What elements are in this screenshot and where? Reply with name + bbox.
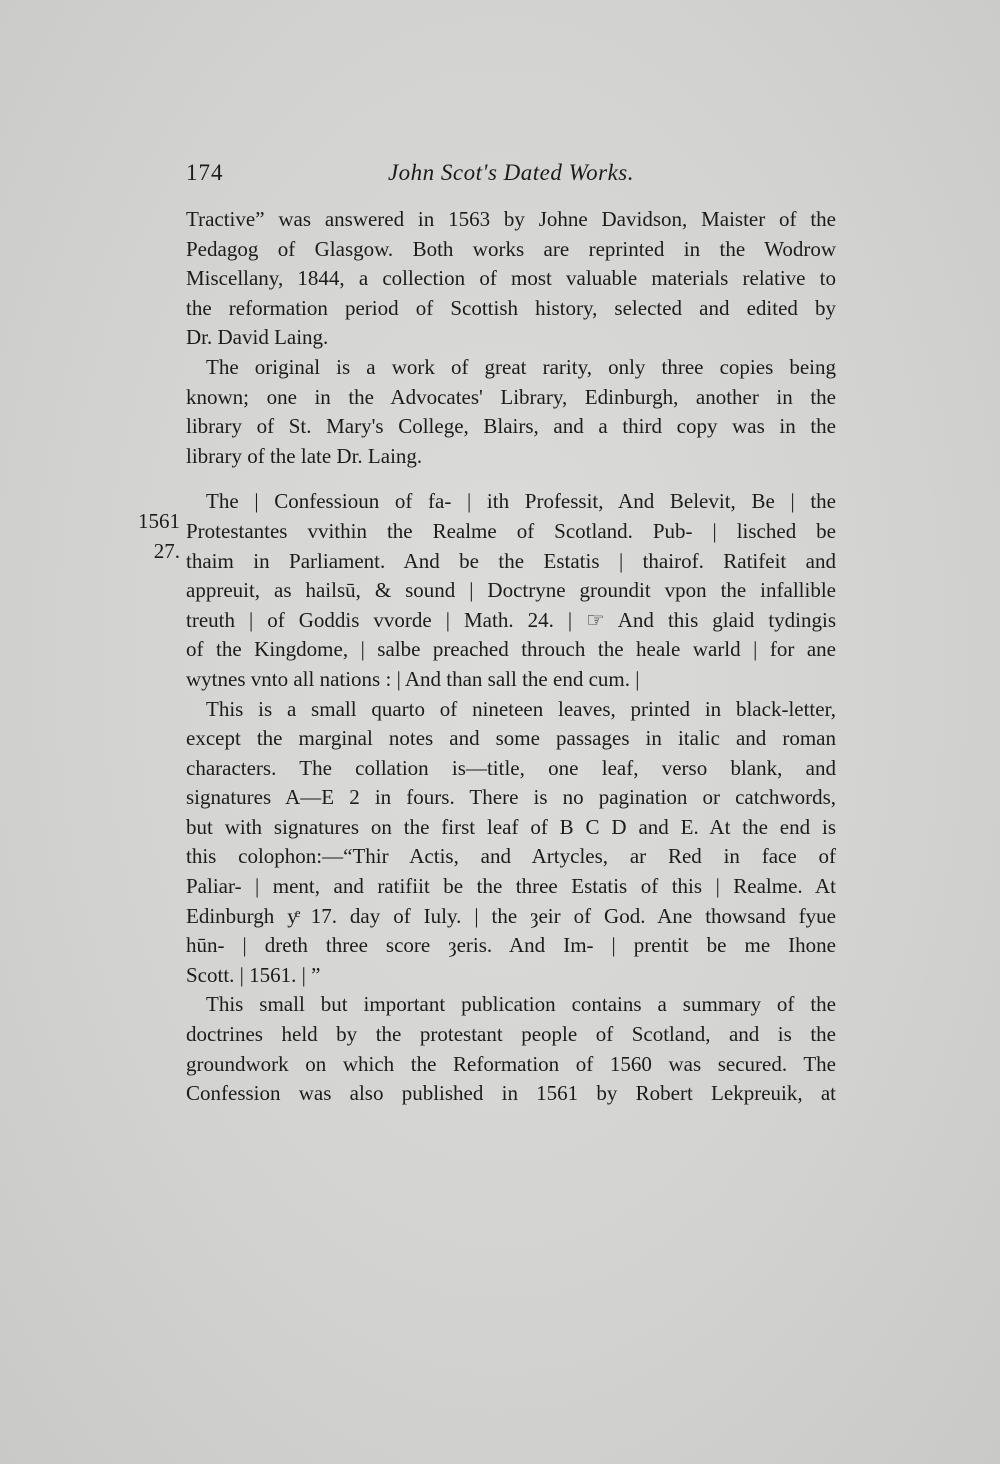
text-line: Protestantes vvithin the Realme of Scotland. Pub- | lisched be	[186, 518, 836, 543]
text-line: groundwork on which the Reformation of 1560 was secured. The	[186, 1051, 836, 1076]
body-text	[186, 205, 836, 1109]
text-line: Dr. David Laing.	[186, 325, 329, 350]
paragraph-gap	[186, 471, 836, 487]
text-line: the reformation period of Scottish history, selected and edited by	[186, 295, 836, 320]
text-line: this colophon:—“Thir Actis, and Artycles, ar Red in face of	[186, 844, 836, 869]
text-line: except the marginal notes and some passages in italic and roman	[186, 726, 836, 751]
text-line: Confession was also published in 1561 by Robert Lekpreuik, at	[186, 1081, 836, 1106]
page-number: 174	[186, 160, 224, 185]
text-line: library of the late Dr. Laing.	[186, 443, 423, 468]
paragraph	[186, 487, 836, 694]
text-line: signatures A—E 2 in fours. There is no pagination or catchwords,	[186, 785, 836, 810]
text-line: known; one in the Advocates' Library, Edinburgh, another in the	[186, 384, 836, 409]
text-line: wytnes vnto all nations : | And than sall the end cum. |	[186, 666, 640, 691]
text-line: The | Confessioun of fa- | ith Professit, And Belevit, Be | the	[206, 489, 836, 514]
text-line: Scott. | 1561. | ”	[186, 962, 321, 987]
text-line: Tractive” was answered in 1563 by Johne Davidson, Maister of the	[186, 207, 836, 231]
text-line: hūn- | dreth three score ȝeris. And Im- | prentit be me Ihone	[186, 933, 836, 958]
text-line: This small but important publication contains a summary of the	[206, 992, 836, 1017]
text-line: thaim in Parliament. And be the Estatis | thairof. Ratifeit and	[186, 548, 836, 573]
text-line: appreuit, as hailsū, & sound | Doctryne groundit vpon the infallible	[186, 578, 836, 603]
text-line: Edinburgh yͤ 17. day of Iuly. | the ȝeir of God. Ane thowsand fyue	[186, 903, 836, 928]
text-line: Pedagog of Glasgow. Both works are reprinted in the Wodrow	[186, 236, 836, 261]
text-line: library of St. Mary's College, Blairs, and a third copy was in the	[186, 414, 836, 439]
paragraph	[186, 695, 836, 991]
text-line: treuth | of Goddis vvorde | Math. 24. | ☞ And this glaid tydingis	[186, 607, 836, 632]
margin-notes	[124, 507, 180, 566]
running-title: John Scot's Dated Works.	[387, 160, 635, 185]
paragraph	[186, 353, 836, 471]
text-line: Miscellany, 1844, a collection of most valuable materials relative to	[186, 266, 836, 291]
margin-year: 1561	[138, 509, 180, 533]
text-line: This is a small quarto of nineteen leaves, printed in black-letter,	[206, 696, 836, 721]
text-line: of the Kingdome, | salbe preached throuch the heale warld | for ane	[186, 637, 836, 662]
text-line: but with signatures on the first leaf of B C D and E. At the end is	[186, 814, 836, 839]
running-head	[186, 160, 836, 194]
paragraph	[186, 990, 836, 1108]
text-line: Paliar- | ment, and ratifiit be the three Estatis of this | Realme. At	[186, 874, 836, 899]
paragraph	[186, 205, 836, 353]
text-line: characters. The collation is—title, one leaf, verso blank, and	[186, 755, 836, 780]
text-line: doctrines held by the protestant people of Scotland, and is the	[186, 1022, 836, 1047]
margin-item-number: 27.	[153, 538, 180, 563]
text-line: The original is a work of great rarity, only three copies being	[206, 354, 836, 379]
